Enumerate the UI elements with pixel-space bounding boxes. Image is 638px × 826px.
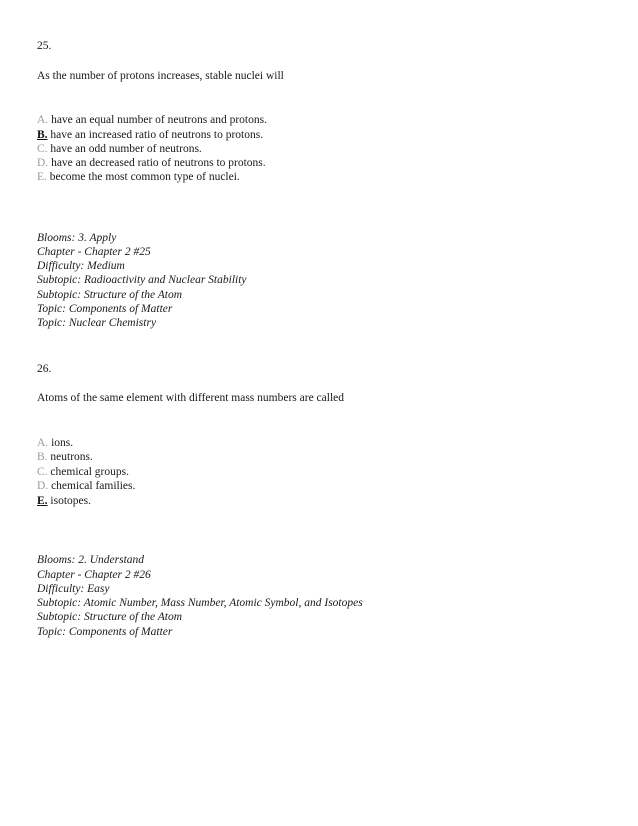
choice-letter: D. — [37, 157, 49, 169]
meta-line: Topic: Nuclear Chemistry — [37, 317, 157, 329]
meta-line: Chapter - Chapter 2 #25 — [37, 246, 151, 258]
choice-text: neutrons. — [50, 451, 93, 463]
choice-text: have an equal number of neutrons and protons. — [51, 114, 267, 126]
meta-line: Chapter - Chapter 2 #26 — [37, 569, 151, 581]
choice-text: chemical families. — [51, 480, 136, 492]
choice-text: have an increased ratio of neutrons to protons. — [50, 129, 264, 141]
answer-choice — [37, 113, 267, 127]
choice-text: become the most common type of nuclei. — [49, 171, 240, 183]
choice-text: chemical groups. — [50, 466, 129, 478]
choice-letter: E. — [37, 171, 47, 183]
meta-line: Subtopic: Radioactivity and Nuclear Stability — [37, 274, 247, 286]
choice-letter: D. — [37, 480, 49, 492]
meta-line: Blooms: 3. Apply — [37, 232, 117, 244]
choice-text: isotopes. — [50, 495, 91, 507]
meta-line: Difficulty: Medium — [37, 260, 125, 272]
answer-choice — [37, 450, 93, 464]
meta-line: Subtopic: Structure of the Atom — [37, 289, 183, 301]
answer-choice — [37, 170, 240, 184]
question-prompt: Atoms of the same element with different mass numbers are called — [37, 392, 344, 404]
answer-choice — [37, 465, 129, 479]
answer-choice — [37, 479, 135, 493]
meta-line: Difficulty: Easy — [37, 583, 110, 595]
meta-line: Blooms: 2. Understand — [37, 554, 145, 566]
choice-letter: E. — [37, 495, 48, 507]
choice-letter: B. — [37, 129, 48, 141]
answer-choice — [37, 142, 202, 156]
answer-choice — [37, 156, 266, 170]
choice-text: ions. — [51, 437, 74, 449]
meta-line: Subtopic: Structure of the Atom — [37, 611, 183, 623]
answer-choice-correct — [37, 128, 263, 142]
choice-letter: C. — [37, 466, 48, 478]
choice-text: have an odd number of neutrons. — [50, 143, 202, 155]
choice-letter: C. — [37, 143, 48, 155]
answer-choice-correct — [37, 494, 91, 508]
choice-text: have an decreased ratio of neutrons to protons. — [51, 157, 266, 169]
choice-letter: A. — [37, 114, 49, 126]
question-prompt: As the number of protons increases, stable nuclei will — [37, 70, 284, 82]
meta-line: Subtopic: Atomic Number, Mass Number, Atomic Symbol, and Isotopes — [37, 597, 363, 609]
choice-letter: B. — [37, 451, 48, 463]
choice-letter: A. — [37, 437, 49, 449]
answer-choice — [37, 436, 73, 450]
question-number: 25. — [37, 40, 52, 52]
meta-line: Topic: Components of Matter — [37, 626, 173, 638]
question-number: 26. — [37, 363, 52, 375]
meta-line: Topic: Components of Matter — [37, 303, 173, 315]
